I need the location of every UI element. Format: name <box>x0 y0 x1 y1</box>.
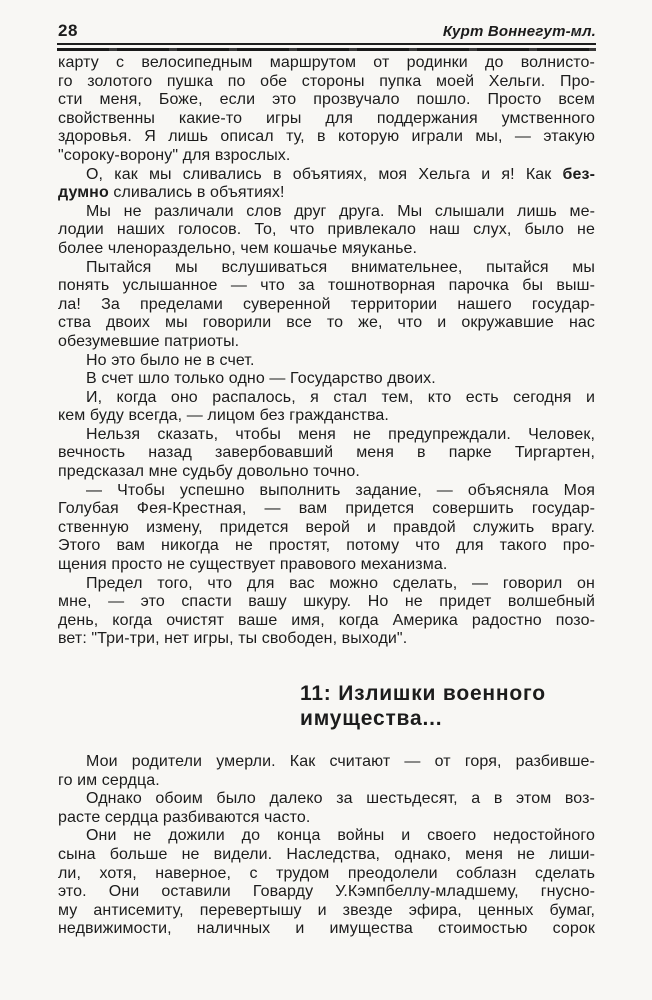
header-rule-thick <box>57 48 596 51</box>
text-line: лодии наших голосов. То, что привлекало наш слух, было не <box>58 221 595 239</box>
text-line: вет: "Три-три, нет игры, ты свободен, выходи". <box>58 630 408 648</box>
text-line: сти меня, Боже, если это прозвучало пошло. Просто всем <box>58 91 595 109</box>
text-line: вечность назад завербовавший меня в парке Тиргартен, <box>58 444 595 462</box>
text-line: го им сердца. <box>58 771 160 789</box>
text-line: обезумевшие патриоты. <box>58 332 240 350</box>
text-line: более членораздельно, чем кошачье мяуканье. <box>58 239 418 257</box>
text-line: предсказал мне судьбу довольно точно. <box>58 463 360 481</box>
text-line: ла! За пределами суверенной территории нашего государ- <box>58 295 595 313</box>
paragraph <box>58 389 595 426</box>
text-line: щения просто не существует правового механизма. <box>58 556 448 574</box>
bold-text-run: без- <box>562 165 595 183</box>
text-line: здоровья. Я лишь описал ту, в которую играли мы, — этакую <box>58 128 595 146</box>
paragraph <box>58 575 595 649</box>
text-line: Мы не различали слов друг друга. Мы слышали лишь ме- <box>86 202 595 220</box>
text-line: недвижимости, наличных и имущества стоимостью сорок <box>58 920 595 938</box>
chapter-heading <box>300 681 595 731</box>
paragraph <box>58 203 595 259</box>
paragraph <box>58 790 595 827</box>
text-line: "сороку-ворону" для взрослых. <box>58 146 291 164</box>
text-line: В счет шло только одно — Государство двоих. <box>86 370 436 388</box>
text-line: расте сердца разбиваются часто. <box>58 808 311 826</box>
paragraph <box>58 54 595 166</box>
text-line: Пытайся мы вслушиваться внимательнее, пытайся мы <box>86 258 595 276</box>
text-line: Предел того, что для вас можно сделать, — говорил он <box>86 574 595 592</box>
paragraph <box>58 827 595 939</box>
text-line: Голубая Фея-Крестная, — вам придется совершить государ- <box>58 500 595 518</box>
text-line: Но это было не в счет. <box>86 351 255 369</box>
text-line: му антисемиту, перевертышу и звезде эфира, ценных бумаг, <box>58 901 595 919</box>
text-line: Этого вам никогда не простят, потому что для такого про- <box>58 537 595 555</box>
chapter-heading-line: имущества... <box>300 707 443 730</box>
text-line: Однако обоим было далеко за шестьдесят, а в этом воз- <box>86 790 595 808</box>
text-run: сливались в объятиях! <box>108 184 285 202</box>
text-line: это. Они оставили Говарду У.Кэмпбеллу-младшему, гнусно- <box>58 883 595 901</box>
paragraph <box>58 259 595 352</box>
paragraph <box>58 352 595 371</box>
text-line: Они не дожили до конца войны и своего недостойного <box>86 827 595 845</box>
text-line: мне, — это спасти вашу шкуру. Но не придет волшебный <box>58 593 595 611</box>
text-line: свойственны какие-то игры для поддержания умственного <box>58 109 595 127</box>
paragraph <box>58 370 595 389</box>
page-body <box>58 54 595 939</box>
paragraph <box>58 166 595 203</box>
header-rule-thin <box>57 43 596 45</box>
paragraph <box>58 426 595 482</box>
text-line: И, когда оно распалось, я стал тем, кто есть сегодня и <box>86 388 595 406</box>
text-line: ства двоих мы говорили все то же, что и окружавшие нас <box>58 314 595 332</box>
text-line <box>58 184 595 203</box>
page-number: 28 <box>58 21 78 40</box>
bold-text-run: думно <box>58 184 109 202</box>
chapter-heading-line: 11: Излишки военного <box>300 682 546 705</box>
running-title: Курт Воннегут-мл. <box>442 23 596 40</box>
page-header <box>58 21 596 41</box>
text-line: сына больше не видели. Наследства, однако, меня не лиши- <box>58 845 595 863</box>
text-line: карту с велосипедным маршрутом от родинки до волнисто- <box>58 54 595 71</box>
text-line <box>58 166 595 185</box>
text-line: го золотого пушка по обе стороны пупка моей Хельги. Про- <box>58 72 595 90</box>
paragraph <box>58 753 595 790</box>
text-run: О, как мы сливались в объятиях, моя Хельга и я! Как <box>86 165 563 183</box>
text-line: Мои родители умерли. Как считают — от горя, разбивше- <box>86 753 595 770</box>
text-line: ли, хотя, наверное, с трудом преодолели соблазн сделать <box>58 864 595 882</box>
text-line: ственную измену, придется верой и правдой служить врагу. <box>58 518 595 536</box>
text-line: понять услышанное — что за тошнотворная парочка бы выш- <box>58 277 595 295</box>
text-line: Нельзя сказать, чтобы меня не предупреждали. Человек, <box>86 425 595 443</box>
text-line: — Чтобы успешно выполнить задание, — объясняла Моя <box>86 481 595 499</box>
text-line: кем буду всегда, — лицом без гражданства. <box>58 407 389 425</box>
text-line: день, когда очистят ваше имя, когда Америка радостно позо- <box>58 611 595 629</box>
paragraph <box>58 482 595 575</box>
